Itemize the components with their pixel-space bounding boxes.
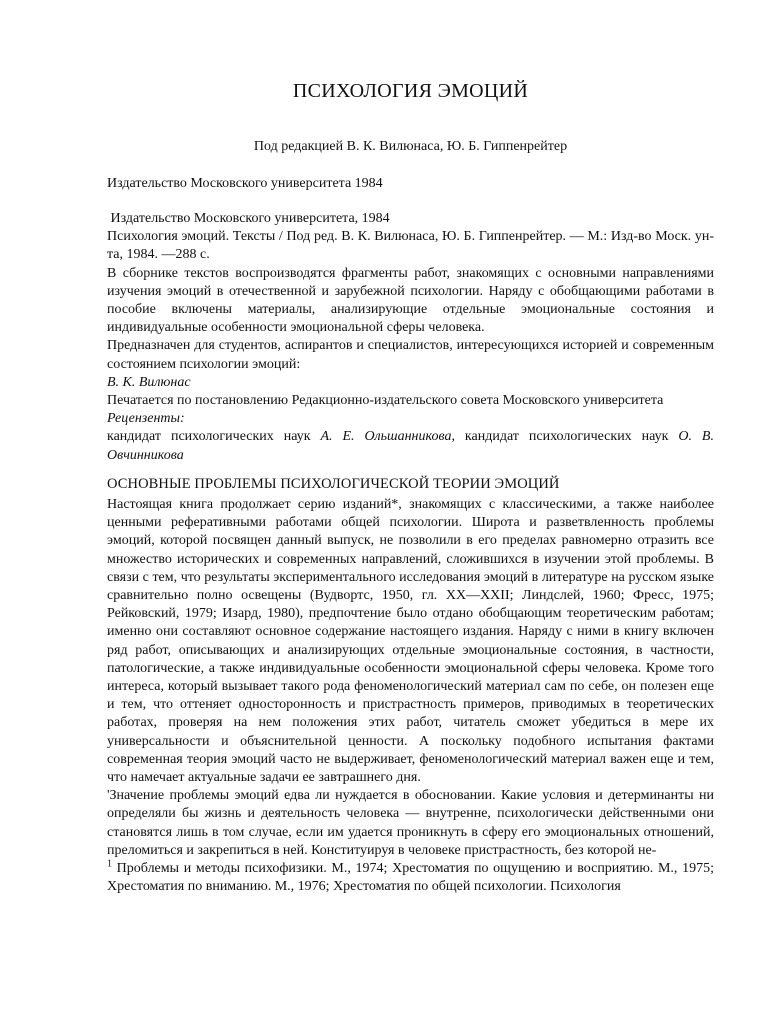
footnote-marker: 1 (107, 858, 112, 870)
imprint-note: Печатается по постановлению Редакционно-издательского совета Московского университета (107, 393, 664, 409)
book-title: ПСИХОЛОГИЯ ЭМОЦИЙ (292, 80, 529, 102)
reviewers-line (107, 428, 718, 464)
reviewers-label: Рецензенты: (107, 411, 185, 427)
reviewer-prefix-1: кандидат психологических наук (107, 429, 321, 445)
compiler-name: В. К. Вилюнас (107, 374, 191, 390)
section-body (107, 496, 718, 896)
section-paragraph-2: 'Значение проблемы эмоций едва ли нуждается в обосновании. Какие условия и детерминанты ни определяли бы жизнь и деятельность человека — внутренне, психологически действенными они становятся лишь в том случае, если им удается проникнуть в сферу его эмоциональных отношений, преломиться и закрепиться в ней. Конституируя в человеке пристрастность, без которой не- (107, 788, 714, 858)
footnote (107, 858, 718, 896)
reviewer-name-2: О. В. Овчинникова (107, 429, 718, 463)
reviewer-prefix-2: кандидат психологических наук (454, 429, 679, 445)
front-matter (107, 210, 718, 465)
publisher-copyright: Издательство Московского университета, 1984 (107, 211, 390, 226)
publisher-line: Издательство Московского университета 1984 (107, 176, 383, 191)
citation: Психология эмоций. Тексты / Под ред. В. К. Вилюнаса, Ю. Б. Гиппенрейтер. — М.: Изд-во Моск. ун-та, 1984. —288 с. (107, 229, 714, 263)
section-heading: ОСНОВНЫЕ ПРОБЛЕМЫ ПСИХОЛОГИЧЕСКОЙ ТЕОРИИ ЭМОЦИЙ (107, 476, 560, 492)
audience-note: Предназначен для студентов, аспирантов и специалистов, интересующихся историей и современным состоянием психологии эмоций: (107, 338, 714, 372)
reviewer-name-1: А. Е. Ольшанникова, (320, 429, 455, 445)
footnote-text: Проблемы и методы психофизики. М., 1974; Хрестоматия по ощущению и восприятию. М., 1975; Хрестоматия по вниманию. М., 1976; Хрестоматия по общей психологии. Психология (107, 861, 718, 895)
section-paragraph-1: Настоящая книга продолжает серию изданий*, знакомящих с классическими, а также наиболее ценными реферативными работами общей психологии. Широта и разветвленность проблемы эмоций, которой посвящен данный выпуск, не позволили в его пределах равномерно отразить все множество исторических и современных направлений, сложившихся в изучении этой проблемы. В связи с тем, что результаты экспериментального исследования эмоций в литературе на русском языке сравнительно полно освещены (Вудвортс, 1950, гл. XX—XXII; Линдслей, 1960; Фресс, 1975; Рейковский, 1979; Изард, 1980), предпочтение было отдано обобщающим теоретическим работам; именно они составляют основное содержание настоящего издания. Наряду с ними в книгу включен ряд работ, описывающих и анализирующих отдельные эмоциональные состояния, в частности, патологические, а также индивидуальные особенности эмоциональной сферы человека. Кроме того интереса, который вызывает такого рода феноменологический материал сам по себе, он полезен еще и тем, что оттеняет односторонность и пристрастность примеров, приводимых в теоретических работах, проверяя на нем положения этих работ, читатель сможет убедиться в мере их универсальности и объяснительной ценности. А поскольку подобного испытания фактами современная теория эмоций часто не выдерживает, феноменологический материал важен еще и тем, что намечает актуальные задачи ее завтрашнего дня. (107, 497, 714, 786)
annotation: В сборнике текстов воспроизводятся фрагменты работ, знакомящих с основными направлениями изучения эмоций в отечественной и зарубежной психологии. Наряду с обобщающими работами в пособие включены материалы, анализирующие отдельные эмоциональные состояния и индивидуальные особенности эмоциональной сферы человека. (107, 265, 714, 336)
editors-line: Под редакцией В. К. Вилюнаса, Ю. Б. Гиппенрейтер (253, 139, 568, 154)
